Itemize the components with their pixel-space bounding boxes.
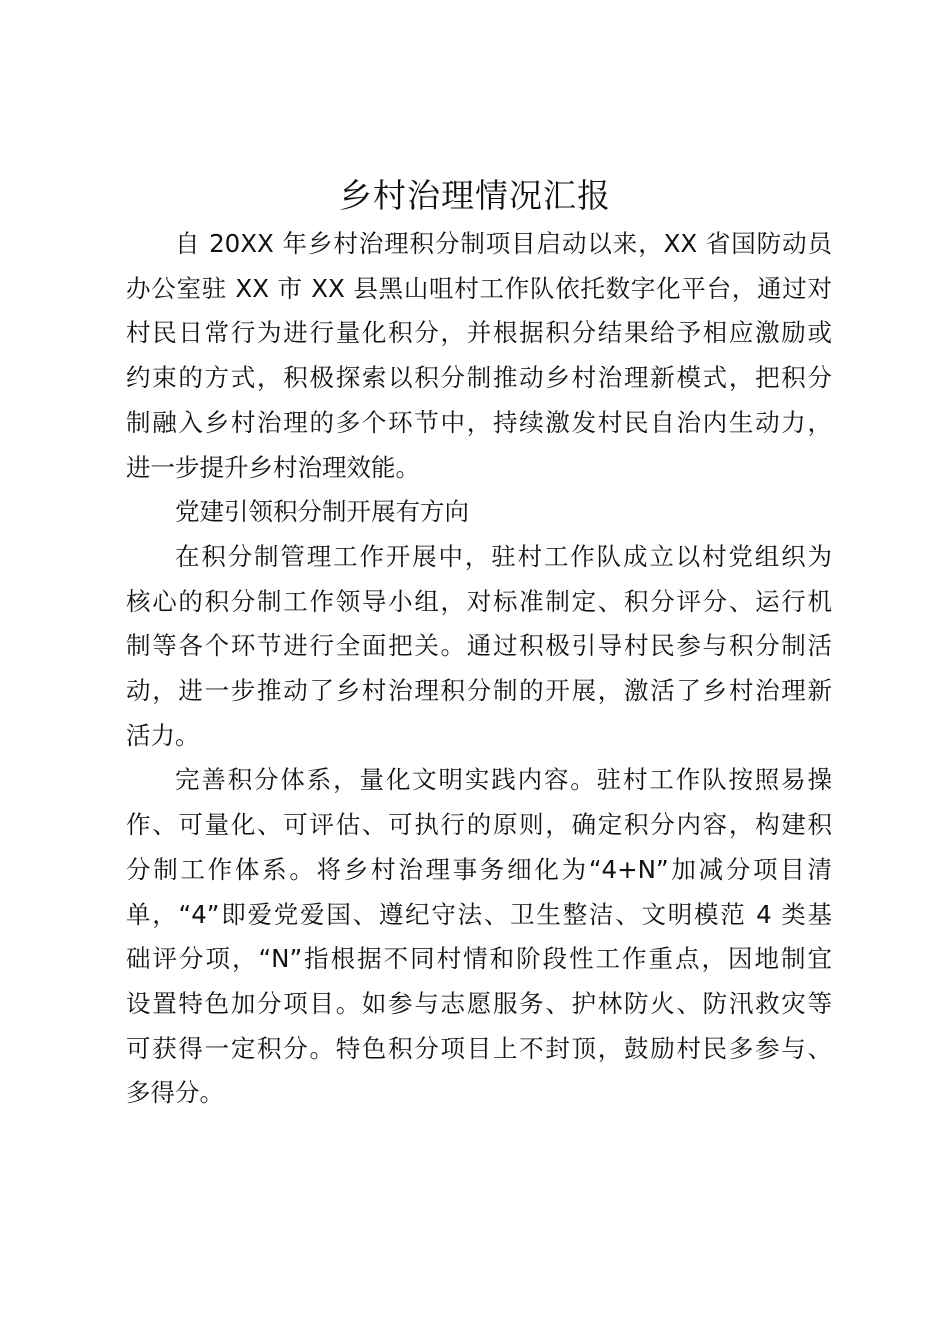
document-title: 乡村治理情况汇报 [339, 176, 611, 215]
text-line: 活力。 [126, 720, 200, 750]
text-line: 制等各个环节进行全面把关。通过积极引导村民参与积分制活 [126, 631, 832, 661]
text-line: 办公室驻 XX 市 XX 县黑山咀村工作队依托数字化平台，通过对 [126, 273, 832, 303]
text-line: 分制工作体系。将乡村治理事务细化为“4+N”加减分项目清 [126, 854, 832, 884]
text-line: 核心的积分制工作领导小组，对标准制定、积分评分、运行机 [126, 586, 832, 616]
text-line: 设置特色加分项目。如参与志愿服务、护林防火、防汛救灾等 [126, 988, 832, 1018]
text-line: 完善积分体系，量化文明实践内容。驻村工作队按照易操 [175, 765, 832, 795]
text-line: 动，进一步推动了乡村治理积分制的开展，激活了乡村治理新 [126, 676, 832, 706]
section-heading-text: 党建引领积分制开展有方向 [175, 497, 469, 527]
text-line: 自 20XX 年乡村治理积分制项目启动以来，XX 省国防动员 [175, 229, 832, 258]
document-body [126, 222, 832, 1116]
text-line: 约束的方式，积极探索以积分制推动乡村治理新模式，把积分 [126, 363, 832, 393]
text-line: 制融入乡村治理的多个环节中，持续激发村民自治内生动力， [126, 407, 832, 437]
paragraph-points-system [126, 758, 832, 1116]
text-line: 作、可量化、可评估、可执行的原则，确定积分内容，构建积 [126, 810, 832, 840]
text-line: 在积分制管理工作开展中，驻村工作队成立以村党组织为 [175, 541, 832, 571]
text-line: 多得分。 [126, 1078, 224, 1108]
paragraph-intro [126, 222, 832, 490]
text-line: 单，“4”即爱党爱国、遵纪守法、卫生整洁、文明模范 4 类基 [126, 899, 832, 929]
paragraph-party-leadership [126, 535, 832, 759]
section-heading [126, 490, 832, 535]
text-line: 础评分项，“N”指根据不同村情和阶段性工作重点，因地制宜 [126, 944, 832, 974]
text-line: 进一步提升乡村治理效能。 [126, 452, 420, 482]
text-line: 村民日常行为进行量化积分，并根据积分结果给予相应激励或 [126, 318, 832, 348]
text-line: 可获得一定积分。特色积分项目上不封顶，鼓励村民多参与、 [126, 1033, 832, 1063]
